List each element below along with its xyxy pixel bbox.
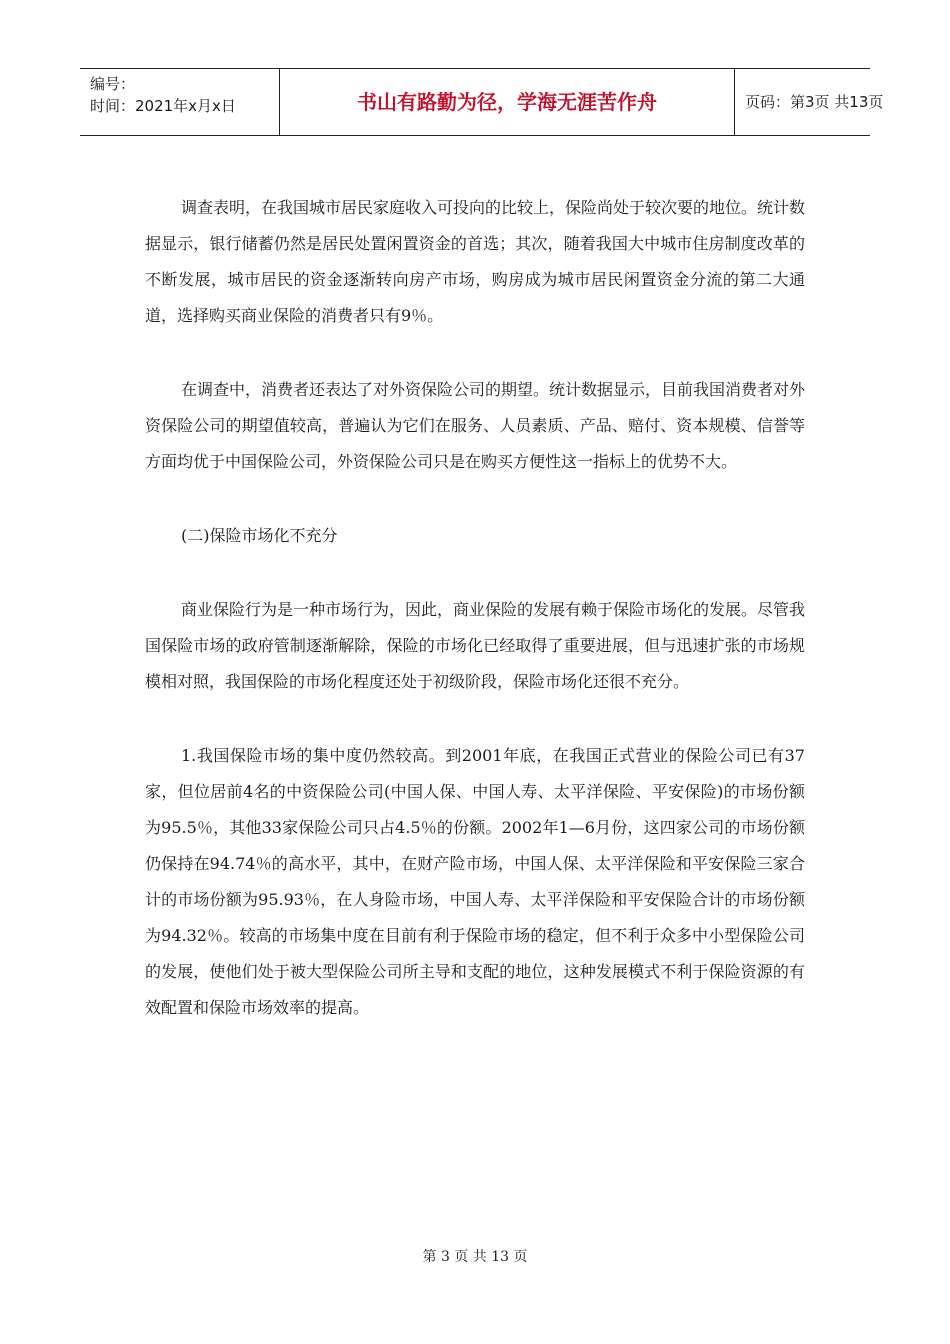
header-meta [80,69,280,135]
paragraph: 商业保险行为是一种市场行为，因此，商业保险的发展有赖于保险市场化的发展。尽管我国保险市场的政府管制逐渐解除，保险的市场化已经取得了重要进展，但与迅速扩张的市场规模相对照，我国保险的市场化程度还处于初级阶段，保险市场化还很不充分。 [145,600,806,691]
section-heading: (二)保险市场化不充分 [181,526,338,545]
document-number-label: 编号： [90,75,136,93]
document-body [145,190,805,1026]
paragraph: 调查表明，在我国城市居民家庭收入可投向的比较上，保险尚处于较次要的地位。统计数据显示，银行储蓄仍然是居民处置闲置资金的首选；其次，随着我国大中城市住房制度改革的不断发展，城市居民的资金逐渐转向房产市场，购房成为城市居民闲置资金分流的第二大通道，选择购买商业保险的消费者只有9％。 [145,198,806,325]
header-page-info: 页码：第3页 共13页 [745,93,884,111]
paragraph: 1.我国保险市场的集中度仍然较高。到2001年底，在我国正式营业的保险公司已有37家，但位居前4名的中资保险公司(中国人保、中国人寿、太平洋保险、平安保险)的市场份额为95.5％，其他33家保险公司只占4.5％的份额。2002年1—6月份，这四家公司的市场份额仍保持在94.74％的高水平，其中，在财产险市场，中国人保、太平洋保险和平安保险三家合计的市场份额为95.93％，在人身险市场，中国人寿、太平洋保险和平安保险合计的市场份额为94.32％。较高的市场集中度在目前有利于保险市场的稳定，但不利于众多中小型保险公司的发展，使他们处于被大型保险公司所主导和支配的地位，这种发展模式不利于保险资源的有效配置和保险市场效率的提高。 [145,746,805,1017]
document-date: 时间：2021年x月x日 [90,97,236,115]
page-header [80,68,884,136]
paragraph: 在调查中，消费者还表达了对外资保险公司的期望。统计数据显示，目前我国消费者对外资保险公司的期望值较高，普遍认为它们在服务、人员素质、产品、赔付、资本规模、信誉等方面均优于中国保险公司，外资保险公司只是在购买方便性这一指标上的优势不大。 [145,380,806,471]
page-footer: 第 3 页 共 13 页 [422,1249,528,1265]
header-motto: 书山有路勤为径，学海无涯苦作舟 [280,69,735,135]
